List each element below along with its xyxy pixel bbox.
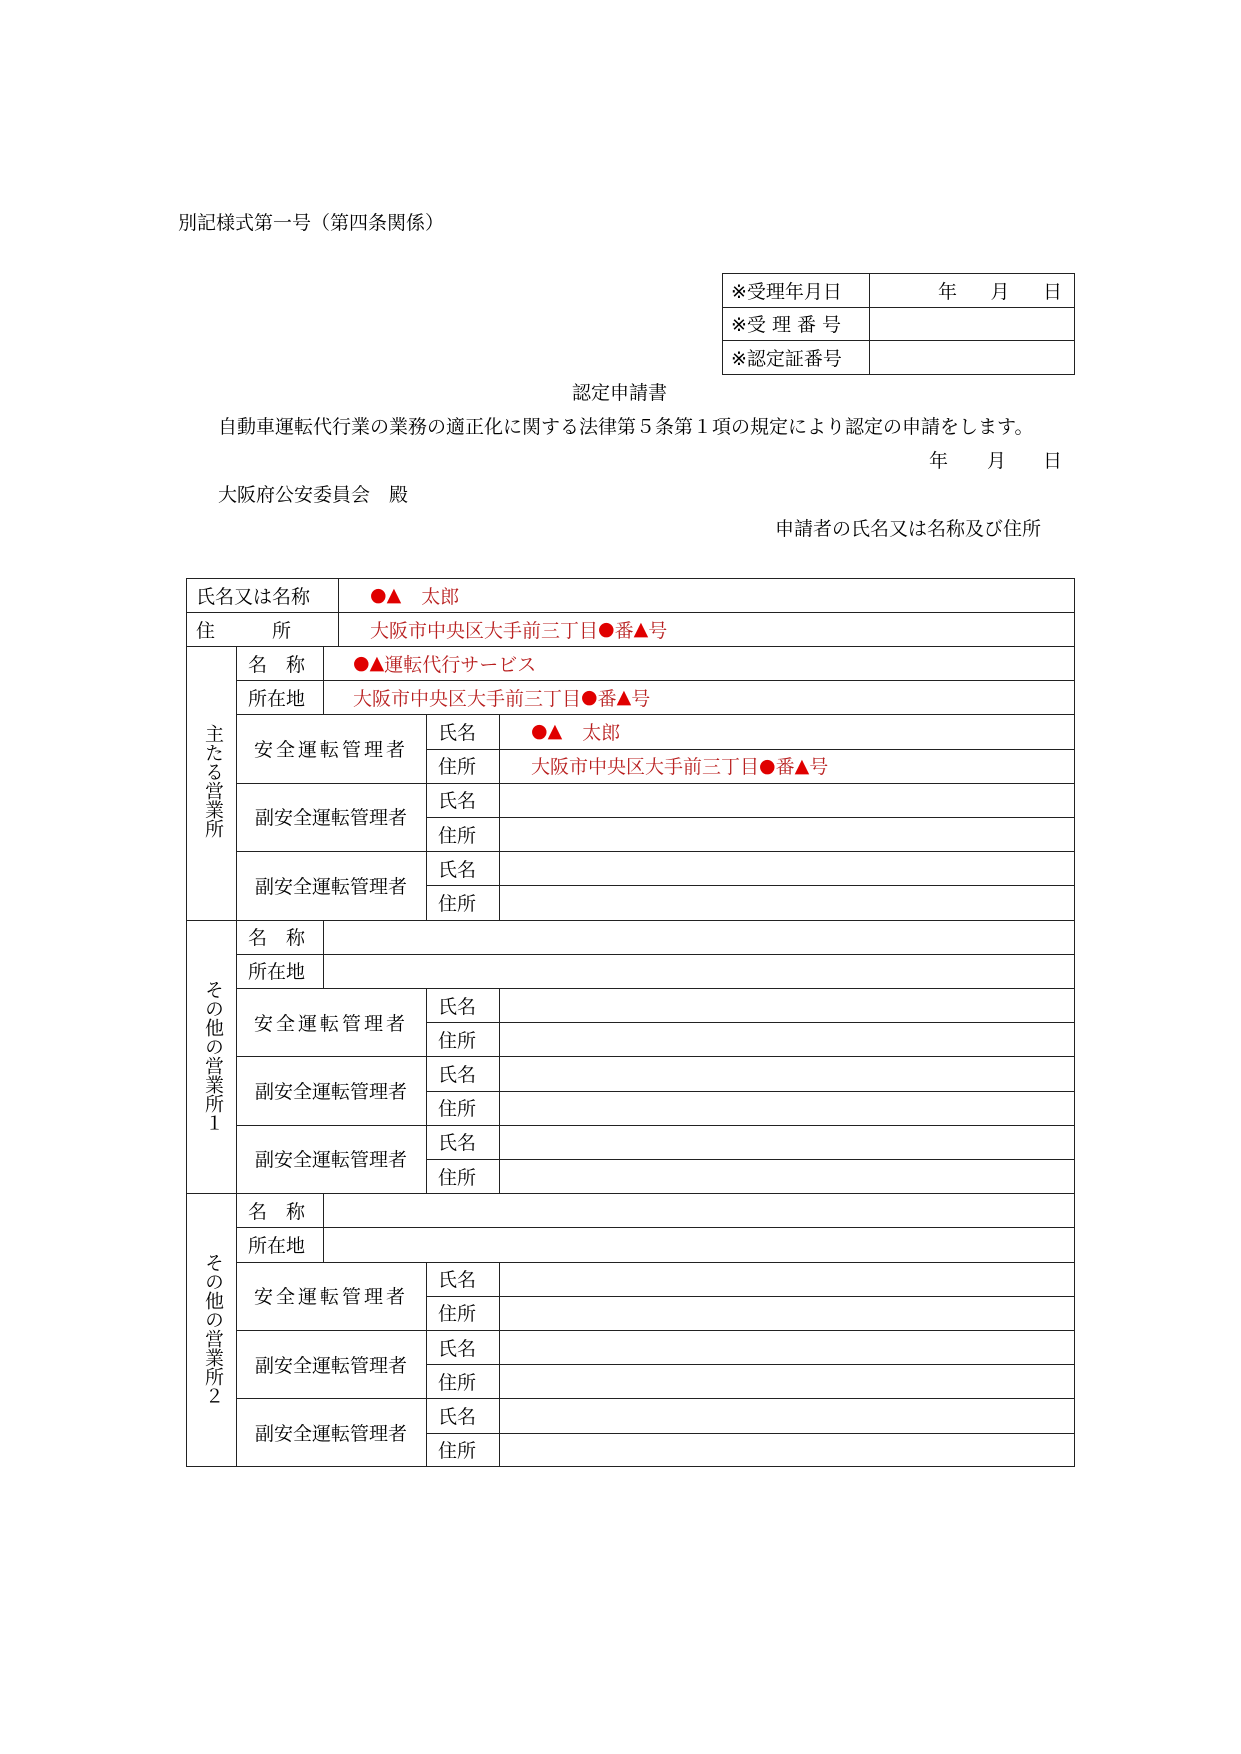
office-1-manager-0-role: 安全運転管理者 — [253, 1012, 408, 1035]
office-0-location-value[interactable]: 大阪市中央区大手前三丁目 ● 番 ▲ 号 — [353, 686, 651, 710]
application-table — [186, 578, 1075, 1467]
applicant-caption: 申請者の氏名又は名称及び住所 — [775, 518, 1042, 540]
office-0-location-label: 所在地 — [248, 687, 306, 710]
office-2-manager-1-address-label: 住所 — [438, 1371, 477, 1394]
office-1-section-label: その他の営業所１ — [202, 979, 224, 1132]
office-2-manager-0-address-label: 住所 — [438, 1303, 477, 1326]
office-0-name-label: 名 称 — [248, 653, 306, 676]
office-0-manager-0-address-value[interactable]: 大阪市中央区大手前三丁目 ● 番 ▲ 号 — [531, 754, 829, 779]
office-0-manager-0-role: 安全運転管理者 — [253, 739, 408, 762]
certificate-number-value[interactable] — [870, 341, 1075, 375]
applicant-name-marks: ●▲ — [370, 584, 402, 606]
office-0-manager-0-address-label: 住所 — [438, 756, 477, 779]
office-0-manager-1-name-label: 氏名 — [438, 790, 477, 813]
office-0-manager-0-name-label: 氏名 — [438, 721, 477, 744]
office-2-section-label: その他の営業所２ — [202, 1253, 224, 1406]
office-1-location-label: 所在地 — [248, 961, 306, 984]
office-2-manager-2-name-label: 氏名 — [438, 1405, 477, 1428]
office-2-manager-1-role: 副安全運転管理者 — [254, 1354, 407, 1377]
office-1-manager-1-role: 副安全運転管理者 — [254, 1081, 407, 1104]
applicant-name-text: 太郎 — [421, 585, 460, 608]
doc-title: 認定申請書 — [572, 382, 668, 404]
office-2-location-label: 所在地 — [248, 1234, 306, 1257]
applicant-address-label: 住 所 — [196, 619, 292, 642]
reception-date-label: ※受理年月日 — [723, 274, 870, 308]
reception-day-label: 日 — [1042, 280, 1062, 303]
date-day-label: 日 — [1043, 450, 1063, 472]
reception-box — [722, 273, 1075, 375]
statement: 自動車運転代行業の業務の適正化に関する法律第５条第１項の規定により認定の申請をします。 — [218, 416, 1034, 438]
office-2-manager-1-name-label: 氏名 — [438, 1337, 477, 1360]
office-2-name-label: 名 称 — [248, 1200, 306, 1223]
applicant-address-value[interactable]: 大阪市中央区大手前三丁目 ● 番 ▲ 号 — [370, 618, 668, 642]
form-title: 別記様式第一号（第四条関係） — [178, 212, 445, 234]
applicant-name-value[interactable] — [370, 578, 459, 612]
addressee: 大阪府公安委員会 殿 — [218, 484, 409, 506]
office-1-manager-2-address-label: 住所 — [438, 1166, 477, 1189]
office-1-manager-2-name-label: 氏名 — [438, 1132, 477, 1155]
reception-date-value[interactable] — [870, 274, 1075, 308]
office-0-manager-1-address-label: 住所 — [438, 824, 477, 847]
date-year-label: 年 — [929, 450, 949, 472]
office-1-name-label: 名 称 — [248, 927, 306, 950]
office-0-manager-1-role: 副安全運転管理者 — [254, 807, 407, 830]
reception-month-label: 月 — [990, 280, 1010, 303]
office-0-manager-2-name-label: 氏名 — [438, 858, 477, 881]
office-2-manager-2-role: 副安全運転管理者 — [254, 1423, 407, 1446]
reception-year-label: 年 — [938, 280, 958, 303]
reception-number-value[interactable] — [870, 307, 1075, 341]
office-1-manager-1-address-label: 住所 — [438, 1098, 477, 1121]
office-1-manager-1-name-label: 氏名 — [438, 1063, 477, 1086]
applicant-name-label: 氏名又は名称 — [196, 585, 311, 608]
office-0-section-label: 主たる営業所 — [202, 724, 224, 838]
office-0-manager-2-address-label: 住所 — [438, 892, 477, 915]
office-1-manager-0-address-label: 住所 — [438, 1029, 477, 1052]
reception-number-label: ※受 理 番 号 — [723, 307, 870, 341]
office-1-manager-0-name-label: 氏名 — [438, 995, 477, 1018]
office-2-manager-0-name-label: 氏名 — [438, 1269, 477, 1292]
office-2-manager-2-address-label: 住所 — [438, 1440, 477, 1463]
office-0-name-value[interactable]: ●▲ 運転代行サービス — [353, 652, 537, 676]
office-1-manager-2-role: 副安全運転管理者 — [254, 1149, 407, 1172]
office-0-manager-0-name-value[interactable]: ●▲ 太郎 — [531, 720, 621, 744]
certificate-number-label: ※認定証番号 — [723, 341, 870, 375]
date-month-label: 月 — [987, 450, 1007, 472]
office-0-manager-2-role: 副安全運転管理者 — [254, 875, 407, 898]
office-2-manager-0-role: 安全運転管理者 — [253, 1286, 408, 1309]
